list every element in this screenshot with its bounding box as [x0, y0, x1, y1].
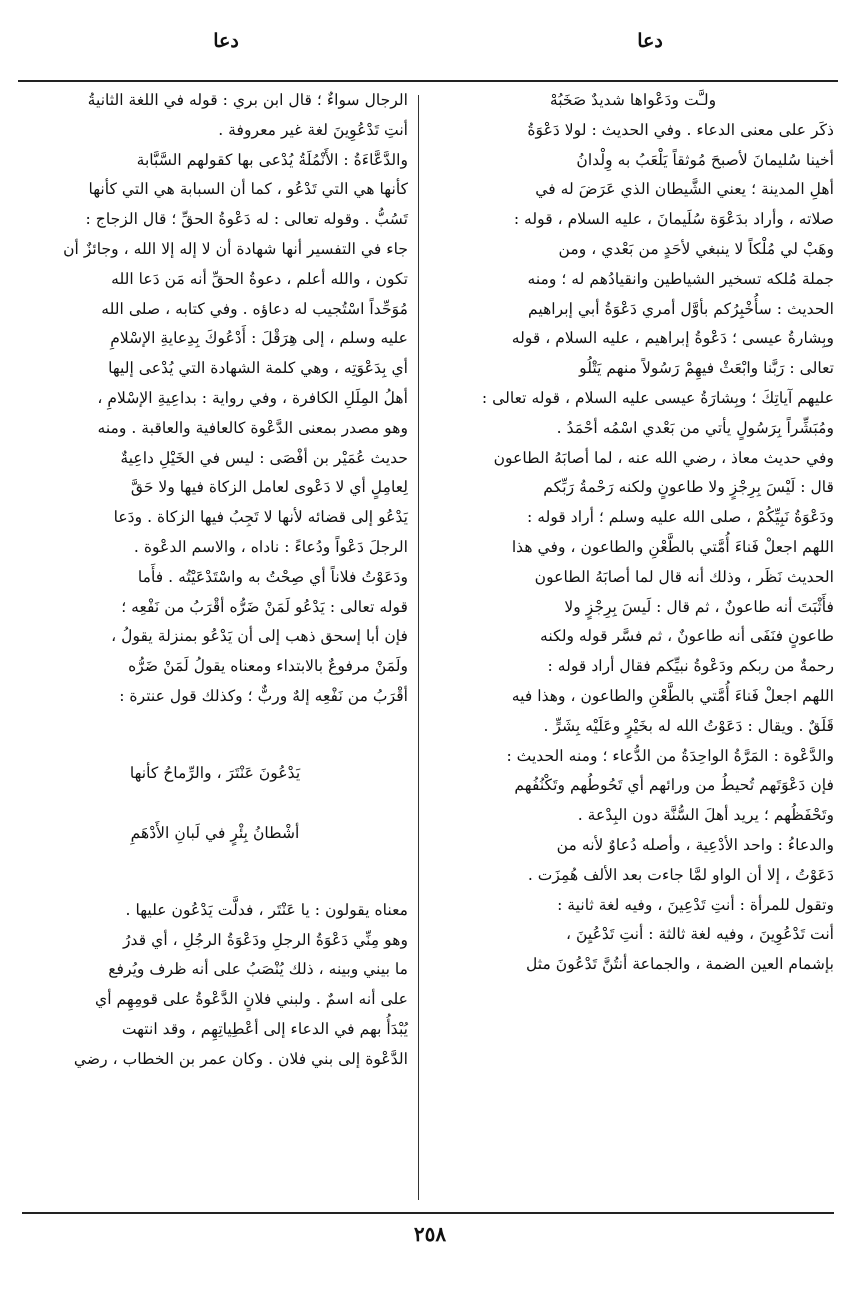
- poetry-verse: [22, 728, 408, 878]
- bottom-rule: [22, 1212, 834, 1214]
- verse-line-2: أشْطانُ بِئْرٍ في لَبانِ الأَدْهَمِ: [130, 823, 300, 842]
- running-head-right: دعا: [637, 30, 663, 52]
- left-column-text-top: الرجال سواءٌ ؛ قال ابن بري : قوله في اللغة الثانيةُ أنتِ تَدْعُوِينَ لغة غير معروفة . والدَّعَّاءَةُ : الأَنْمُلَةُ يُدْعى بها كقولهم السَّبَّابة كأنها هي التي تَدْعُو ، كما أن السبابة هي التي كأنها تَسُبُّ . وقوله تعالى : له دَعْوةُ الحقِّ ؛ قال الزجاج : جاء في التفسير أنها شهادة أن لا إله إلا الله ، وجائزٌ أن تكون ، والله أعلم ، دعوةُ الحقِّ أنه مَن دَعا الله مُوَحِّداً اسْتُجيب له دعاؤه . وفي كتابه ، صلى الله عليه وسلم ، إلى هِرَقْلَ : أَدْعُوكَ بِدِعايةِ الإسْلامِ أي بِدَعْوَتِه ، وهي كلمة الشهادة التي يُدْعى إليها أهلُ المِلَلِ الكافرة ، وفي رواية : بداعِيةِ الإسْلامِ ، وهو مصدر بمعنى الدَّعْوة كالعافية والعاقبة . ومنه حديث عُمَيْر بن أفْصَى : ليس في الخَيْلِ داعِيةٌ لِعامِلٍ أي لا دَعْوى لعامل الزكاة فيها ولا حَقَّ يَدْعُو إلى قضائه لأنها لا تَجِبُ فيها الزكاة . ودَعا الرجلَ دَعْواً ودُعاءً : ناداه ، والاسم الدعْوة . ودَعَوْتُ فلاناً أي صِحْتُ به واسْتَدْعَيْتُه . فأَما قوله تعالى : يَدْعُو لَمَنْ ضَرُّه أقْرَبُ من نَفْعِه ؛ فإن أبا إسحق ذهب إلى أن يَدْعُو بمنزلة يقولُ ، ولَمَنْ مرفوعٌ بالابتداء ومعناه يقولُ لَمَنْ ضَرُّه أقْرَبُ من نَفْعِه إلهٌ وربٌّ ؛ وكذلك قول عنترة :: [63, 91, 408, 705]
- left-column: [22, 86, 408, 1075]
- top-rule: [18, 80, 838, 82]
- running-head-left: دعا: [213, 30, 239, 52]
- verse-line-1: يَدْعُونَ عَنْتَرَ ، والرِّماحُ كأنها: [129, 763, 301, 782]
- page-number: ٢٥٨: [413, 1222, 447, 1246]
- left-column-text-bottom: معناه يقولون : يا عَنْتَر ، فدلَّت يَدْعُون عليها . وهو مِنِّي دَعْوَةُ الرجلِ ودَعْوَةُ الرجُلِ ، أي قدرُ ما بيني وبينه ، ذلك يُنْصَبُ على أنه ظرف ويُرفع على أنه اسمٌ . ولبني فلانٍ الدَّعْوةُ على قومِهِم أي يُبْدَأُ بهم في الدعاء إلى أعْطِياتِهِم ، وقد انتهت الدَّعْوة إلى بني فلان . وكان عمر بن الخطاب ، رضي: [73, 900, 408, 1068]
- column-divider: [418, 95, 419, 1200]
- right-column-text: ذكَر على معنى الدعاء . وفي الحديث : لولا دَعْوَةُ أخينا سُليمانَ لأصبحَ مُوثقاً يَلْعَبُ به وِلْدانُ أهلِ المدينة ؛ يعني الشَّيطان الذي عَرَضَ له في صلاته ، وأراد بدَعْوَة سُلَيمانَ ، عليه السلام ، قوله : وهَبْ لي مُلْكاً لا ينبغي لأحَدٍ من بَعْدي ، ومن جملة مُلكه تسخير الشياطين وانقيادُهم له ؛ ومنه الحديث : سأُخْبِرُكم بأوَّل أمري دَعْوَةُ أبي إبراهيم وبِشارةُ عيسى ؛ دَعْوةُ إبراهيم ، عليه السلام ، قوله تعالى : رَبَّنا وابْعَثْ فيهِمْ رَسُولاً منهم يَتْلُو عليهم آياتِكَ ؛ وبِشارَةُ عيسى عليه السلام ، قوله تعالى : ومُبَشِّراً بِرَسُولٍ يأتي من بَعْدي اسْمُه أحْمَدُ . وفي حديث معاذ ، رضي الله عنه ، لما أصابَهُ الطاعون قال : لَيْسَ بِرِجْزٍ ولا طاعونٍ ولكنه رَحْمةُ رَبِّكم ودَعْوَةُ نَبِيِّكُمْ ، صلى الله عليه وسلم ؛ أراد قوله : اللهم اجعلْ فَناءَ أُمَّتي بالطَّعْنِ والطاعون ، وفي هذا الحديث نَظَر ، وذلك أنه قال لما أصابَهُ الطاعون فأَثْبَتَ أنه طاعونٌ ، ثم قال : لَيسَ بِرِجْزٍ ولا طاعونٍ فنَفَى أنه طاعونٌ ، ثم فسَّر قوله ولكنه رحمةٌ من ربكم ودَعْوةُ نبيِّكم فقال أراد قوله : اللهم اجعلْ فَناءَ أُمَّتي بالطَّعْنِ والطاعون ، وهذا فيه قَلَقٌ . ويقال : دَعَوْتُ الله له بخَيْرٍ وعَلَيْه بِشَرٍّ . والدَّعْوة : المَرَّةُ الواحِدَةُ من الدُّعاء ؛ ومنه الحديث : فإن دَعْوَتَهم تُحيطُ من ورائهم أي تَحُوطُهم وتَكْنُفُهم وتَحْفَظُهم ؛ يريد أهلَ السُّنَّة دون البِدْعة . والدعاءُ : واحد الأدْعِية ، وأصله دُعاوٌ لأنه من دَعَوْتُ ، إلا أن الواو لمَّا جاءت بعد الألف هُمِزَت . وتقول للمرأة : أنتِ تَدْعِينَ ، وفيه لغة ثانية : أنت تَدْعُوِينَ ، وفيه لغة ثالثة : أنتِ تَدْعُيِنَ ، بإشمام العين الضمة ، والجماعة أنتُنَّ تَدْعُونَ مثل: [481, 120, 834, 974]
- right-column: [432, 86, 834, 980]
- right-column-opening-verse: ولـَّت ودَعْواها شديدٌ صَخَبُهْ: [549, 91, 717, 109]
